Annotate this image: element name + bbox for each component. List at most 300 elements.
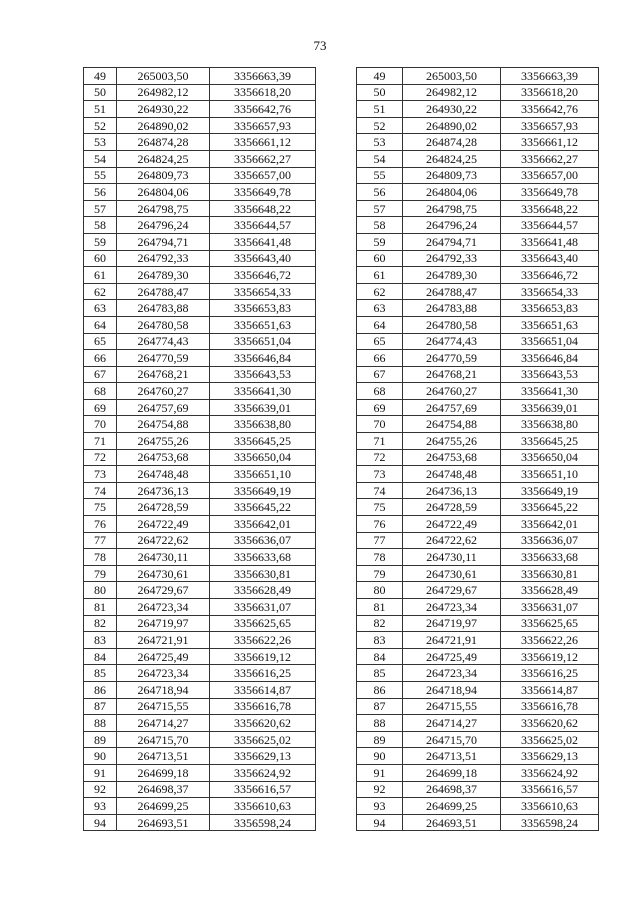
point-number: 61 xyxy=(357,267,403,284)
point-number: 94 xyxy=(84,814,117,831)
y-coordinate: 3356619,12 xyxy=(210,648,316,665)
x-coordinate: 264794,71 xyxy=(117,233,210,250)
table-row xyxy=(357,798,599,815)
table-row xyxy=(84,433,316,450)
point-number: 64 xyxy=(357,316,403,333)
point-number: 56 xyxy=(84,184,117,201)
table-row xyxy=(84,366,316,383)
x-coordinate: 264730,11 xyxy=(117,549,210,566)
x-coordinate: 264715,55 xyxy=(117,698,210,715)
table-row xyxy=(84,399,316,416)
point-number: 56 xyxy=(357,184,403,201)
y-coordinate: 3356620,62 xyxy=(501,715,599,732)
y-coordinate: 3356657,00 xyxy=(210,167,316,184)
table-row xyxy=(84,101,316,118)
y-coordinate: 3356648,22 xyxy=(501,200,599,217)
y-coordinate: 3356633,68 xyxy=(210,549,316,566)
y-coordinate: 3356650,04 xyxy=(501,449,599,466)
x-coordinate: 264770,59 xyxy=(403,350,501,367)
point-number: 67 xyxy=(84,366,117,383)
table-row xyxy=(357,350,599,367)
y-coordinate: 3356614,87 xyxy=(210,681,316,698)
x-coordinate: 264723,34 xyxy=(403,599,501,616)
table-row xyxy=(84,748,316,765)
point-number: 75 xyxy=(357,499,403,516)
x-coordinate: 264699,25 xyxy=(117,798,210,815)
point-number: 80 xyxy=(84,582,117,599)
point-number: 51 xyxy=(357,101,403,118)
y-coordinate: 3356653,83 xyxy=(210,300,316,317)
x-coordinate: 264693,51 xyxy=(403,814,501,831)
x-coordinate: 264757,69 xyxy=(403,399,501,416)
table-row xyxy=(357,582,599,599)
point-number: 52 xyxy=(84,117,117,134)
x-coordinate: 264723,34 xyxy=(403,665,501,682)
point-number: 80 xyxy=(357,582,403,599)
x-coordinate: 264723,34 xyxy=(117,599,210,616)
y-coordinate: 3356630,81 xyxy=(501,565,599,582)
point-number: 55 xyxy=(84,167,117,184)
point-number: 92 xyxy=(84,781,117,798)
table-row xyxy=(84,731,316,748)
x-coordinate: 264722,62 xyxy=(117,532,210,549)
y-coordinate: 3356639,01 xyxy=(210,399,316,416)
y-coordinate: 3356643,53 xyxy=(210,366,316,383)
x-coordinate: 265003,50 xyxy=(117,68,210,85)
x-coordinate: 264736,13 xyxy=(403,482,501,499)
point-number: 71 xyxy=(84,433,117,450)
y-coordinate: 3356643,53 xyxy=(501,366,599,383)
x-coordinate: 264754,88 xyxy=(117,416,210,433)
table-row xyxy=(84,117,316,134)
point-number: 75 xyxy=(84,499,117,516)
y-coordinate: 3356653,83 xyxy=(501,300,599,317)
y-coordinate: 3356625,65 xyxy=(501,615,599,632)
table-row xyxy=(357,648,599,665)
point-number: 79 xyxy=(357,565,403,582)
y-coordinate: 3356642,76 xyxy=(210,101,316,118)
x-coordinate: 264789,30 xyxy=(403,267,501,284)
y-coordinate: 3356645,25 xyxy=(501,433,599,450)
y-coordinate: 3356663,39 xyxy=(210,68,316,85)
point-number: 72 xyxy=(357,449,403,466)
table-row xyxy=(357,615,599,632)
y-coordinate: 3356642,76 xyxy=(501,101,599,118)
point-number: 49 xyxy=(357,68,403,85)
point-number: 85 xyxy=(357,665,403,682)
table-row xyxy=(357,748,599,765)
table-row xyxy=(357,250,599,267)
y-coordinate: 3356646,72 xyxy=(501,267,599,284)
point-number: 58 xyxy=(357,217,403,234)
y-coordinate: 3356631,07 xyxy=(501,599,599,616)
point-number: 65 xyxy=(357,333,403,350)
x-coordinate: 264725,49 xyxy=(403,648,501,665)
x-coordinate: 264719,97 xyxy=(117,615,210,632)
table-row xyxy=(84,416,316,433)
x-coordinate: 264718,94 xyxy=(117,681,210,698)
point-number: 68 xyxy=(357,383,403,400)
table-row xyxy=(84,300,316,317)
table-row xyxy=(84,167,316,184)
table-row xyxy=(84,84,316,101)
point-number: 93 xyxy=(84,798,117,815)
x-coordinate: 264715,70 xyxy=(117,731,210,748)
point-number: 53 xyxy=(357,134,403,151)
y-coordinate: 3356616,78 xyxy=(210,698,316,715)
x-coordinate: 264788,47 xyxy=(117,283,210,300)
y-coordinate: 3356663,39 xyxy=(501,68,599,85)
y-coordinate: 3356610,63 xyxy=(501,798,599,815)
table-row xyxy=(357,150,599,167)
table-row xyxy=(357,549,599,566)
point-number: 69 xyxy=(84,399,117,416)
x-coordinate: 264890,02 xyxy=(117,117,210,134)
y-coordinate: 3356661,12 xyxy=(501,134,599,151)
x-coordinate: 264780,58 xyxy=(403,316,501,333)
y-coordinate: 3356651,04 xyxy=(501,333,599,350)
table-row xyxy=(84,632,316,649)
table-row xyxy=(357,184,599,201)
point-number: 77 xyxy=(357,532,403,549)
point-number: 88 xyxy=(84,715,117,732)
point-number: 70 xyxy=(84,416,117,433)
table-row xyxy=(357,383,599,400)
table-row xyxy=(84,582,316,599)
point-number: 91 xyxy=(84,764,117,781)
x-coordinate: 264730,11 xyxy=(403,549,501,566)
x-coordinate: 264730,61 xyxy=(117,565,210,582)
x-coordinate: 264930,22 xyxy=(117,101,210,118)
y-coordinate: 3356657,93 xyxy=(501,117,599,134)
table-row xyxy=(84,798,316,815)
x-coordinate: 264754,88 xyxy=(403,416,501,433)
point-number: 87 xyxy=(84,698,117,715)
point-number: 82 xyxy=(357,615,403,632)
y-coordinate: 3356649,78 xyxy=(210,184,316,201)
table-row xyxy=(84,350,316,367)
point-number: 63 xyxy=(357,300,403,317)
y-coordinate: 3356616,25 xyxy=(210,665,316,682)
point-number: 88 xyxy=(357,715,403,732)
table-row xyxy=(357,200,599,217)
point-number: 79 xyxy=(84,565,117,582)
y-coordinate: 3356657,00 xyxy=(501,167,599,184)
x-coordinate: 264788,47 xyxy=(403,283,501,300)
y-coordinate: 3356651,04 xyxy=(210,333,316,350)
point-number: 54 xyxy=(357,150,403,167)
table-row xyxy=(84,565,316,582)
table-row xyxy=(84,615,316,632)
point-number: 91 xyxy=(357,764,403,781)
x-coordinate: 264753,68 xyxy=(403,449,501,466)
x-coordinate: 264809,73 xyxy=(117,167,210,184)
y-coordinate: 3356646,72 xyxy=(210,267,316,284)
y-coordinate: 3356644,57 xyxy=(501,217,599,234)
point-number: 71 xyxy=(357,433,403,450)
table-row xyxy=(357,117,599,134)
y-coordinate: 3356625,02 xyxy=(501,731,599,748)
point-number: 62 xyxy=(357,283,403,300)
y-coordinate: 3356646,84 xyxy=(210,350,316,367)
y-coordinate: 3356616,25 xyxy=(501,665,599,682)
y-coordinate: 3356622,26 xyxy=(501,632,599,649)
table-row xyxy=(357,516,599,533)
point-number: 70 xyxy=(357,416,403,433)
coordinates-table-left xyxy=(83,67,316,831)
x-coordinate: 264714,27 xyxy=(117,715,210,732)
y-coordinate: 3356645,22 xyxy=(501,499,599,516)
point-number: 83 xyxy=(357,632,403,649)
x-coordinate: 264722,62 xyxy=(403,532,501,549)
point-number: 72 xyxy=(84,449,117,466)
x-coordinate: 264796,24 xyxy=(117,217,210,234)
table-row xyxy=(84,316,316,333)
table-row xyxy=(357,781,599,798)
x-coordinate: 264770,59 xyxy=(117,350,210,367)
point-number: 84 xyxy=(357,648,403,665)
y-coordinate: 3356629,13 xyxy=(501,748,599,765)
table-row xyxy=(84,449,316,466)
point-number: 58 xyxy=(84,217,117,234)
y-coordinate: 3356638,80 xyxy=(501,416,599,433)
table-row xyxy=(357,333,599,350)
x-coordinate: 264768,21 xyxy=(403,366,501,383)
table-row xyxy=(357,316,599,333)
point-number: 63 xyxy=(84,300,117,317)
point-number: 86 xyxy=(357,681,403,698)
table-row xyxy=(84,715,316,732)
x-coordinate: 264723,34 xyxy=(117,665,210,682)
point-number: 76 xyxy=(357,516,403,533)
y-coordinate: 3356662,27 xyxy=(501,150,599,167)
x-coordinate: 265003,50 xyxy=(403,68,501,85)
x-coordinate: 264874,28 xyxy=(117,134,210,151)
y-coordinate: 3356628,49 xyxy=(501,582,599,599)
x-coordinate: 264792,33 xyxy=(403,250,501,267)
table-row xyxy=(84,549,316,566)
point-number: 82 xyxy=(84,615,117,632)
table-row xyxy=(84,333,316,350)
y-coordinate: 3356651,10 xyxy=(210,466,316,483)
point-number: 89 xyxy=(357,731,403,748)
x-coordinate: 264796,24 xyxy=(403,217,501,234)
table-row xyxy=(357,698,599,715)
table-row xyxy=(357,217,599,234)
table-row xyxy=(84,267,316,284)
point-number: 69 xyxy=(357,399,403,416)
x-coordinate: 264982,12 xyxy=(403,84,501,101)
y-coordinate: 3356654,33 xyxy=(210,283,316,300)
point-number: 78 xyxy=(84,549,117,566)
x-coordinate: 264713,51 xyxy=(403,748,501,765)
table-row xyxy=(357,665,599,682)
point-number: 92 xyxy=(357,781,403,798)
x-coordinate: 264982,12 xyxy=(117,84,210,101)
y-coordinate: 3356651,10 xyxy=(501,466,599,483)
table-row xyxy=(357,482,599,499)
x-coordinate: 264753,68 xyxy=(117,449,210,466)
y-coordinate: 3356610,63 xyxy=(210,798,316,815)
y-coordinate: 3356643,40 xyxy=(501,250,599,267)
table-row xyxy=(84,184,316,201)
x-coordinate: 264729,67 xyxy=(403,582,501,599)
point-number: 93 xyxy=(357,798,403,815)
table-row xyxy=(357,466,599,483)
table-row xyxy=(84,466,316,483)
table-row xyxy=(357,68,599,85)
x-coordinate: 264729,67 xyxy=(117,582,210,599)
point-number: 66 xyxy=(357,350,403,367)
y-coordinate: 3356642,01 xyxy=(210,516,316,533)
table-row xyxy=(357,681,599,698)
coordinates-table-right xyxy=(356,67,599,831)
y-coordinate: 3356614,87 xyxy=(501,681,599,698)
x-coordinate: 264757,69 xyxy=(117,399,210,416)
table-row xyxy=(357,134,599,151)
x-coordinate: 264768,21 xyxy=(117,366,210,383)
x-coordinate: 264699,18 xyxy=(403,764,501,781)
y-coordinate: 3356616,78 xyxy=(501,698,599,715)
point-number: 68 xyxy=(84,383,117,400)
table-row xyxy=(357,366,599,383)
point-number: 89 xyxy=(84,731,117,748)
table-row xyxy=(84,217,316,234)
table-row xyxy=(357,632,599,649)
table-row xyxy=(84,698,316,715)
x-coordinate: 264809,73 xyxy=(403,167,501,184)
point-number: 59 xyxy=(357,233,403,250)
table-row xyxy=(84,68,316,85)
x-coordinate: 264722,49 xyxy=(117,516,210,533)
y-coordinate: 3356641,30 xyxy=(501,383,599,400)
x-coordinate: 264760,27 xyxy=(117,383,210,400)
table-row xyxy=(357,499,599,516)
point-number: 77 xyxy=(84,532,117,549)
x-coordinate: 264748,48 xyxy=(403,466,501,483)
page-number: 73 xyxy=(313,38,327,53)
x-coordinate: 264699,25 xyxy=(403,798,501,815)
table-row xyxy=(357,731,599,748)
table-row xyxy=(357,433,599,450)
y-coordinate: 3356646,84 xyxy=(501,350,599,367)
table-row xyxy=(84,516,316,533)
point-number: 87 xyxy=(357,698,403,715)
point-number: 86 xyxy=(84,681,117,698)
x-coordinate: 264783,88 xyxy=(403,300,501,317)
y-coordinate: 3356649,19 xyxy=(210,482,316,499)
x-coordinate: 264794,71 xyxy=(403,233,501,250)
point-number: 50 xyxy=(84,84,117,101)
point-number: 57 xyxy=(357,200,403,217)
table-row xyxy=(84,383,316,400)
point-number: 62 xyxy=(84,283,117,300)
point-number: 84 xyxy=(84,648,117,665)
table-row xyxy=(357,416,599,433)
table-row xyxy=(84,764,316,781)
x-coordinate: 264721,91 xyxy=(403,632,501,649)
y-coordinate: 3356618,20 xyxy=(210,84,316,101)
table-row xyxy=(357,399,599,416)
table-row xyxy=(357,449,599,466)
point-number: 50 xyxy=(357,84,403,101)
y-coordinate: 3356636,07 xyxy=(501,532,599,549)
x-coordinate: 264804,06 xyxy=(117,184,210,201)
table-row xyxy=(357,565,599,582)
point-number: 83 xyxy=(84,632,117,649)
y-coordinate: 3356628,49 xyxy=(210,582,316,599)
point-number: 66 xyxy=(84,350,117,367)
table-row xyxy=(357,300,599,317)
point-number: 81 xyxy=(84,599,117,616)
table-row xyxy=(357,267,599,284)
point-number: 49 xyxy=(84,68,117,85)
table-row xyxy=(357,84,599,101)
x-coordinate: 264699,18 xyxy=(117,764,210,781)
table-row xyxy=(84,134,316,151)
y-coordinate: 3356630,81 xyxy=(210,565,316,582)
point-number: 60 xyxy=(357,250,403,267)
table-row xyxy=(84,283,316,300)
table-row xyxy=(357,233,599,250)
x-coordinate: 264755,26 xyxy=(403,433,501,450)
y-coordinate: 3356622,26 xyxy=(210,632,316,649)
y-coordinate: 3356631,07 xyxy=(210,599,316,616)
x-coordinate: 264755,26 xyxy=(117,433,210,450)
y-coordinate: 3356654,33 xyxy=(501,283,599,300)
y-coordinate: 3356633,68 xyxy=(501,549,599,566)
y-coordinate: 3356625,02 xyxy=(210,731,316,748)
point-number: 90 xyxy=(84,748,117,765)
y-coordinate: 3356649,19 xyxy=(501,482,599,499)
y-coordinate: 3356619,12 xyxy=(501,648,599,665)
y-coordinate: 3356616,57 xyxy=(210,781,316,798)
point-number: 76 xyxy=(84,516,117,533)
point-number: 54 xyxy=(84,150,117,167)
x-coordinate: 264713,51 xyxy=(117,748,210,765)
y-coordinate: 3356598,24 xyxy=(210,814,316,831)
y-coordinate: 3356598,24 xyxy=(501,814,599,831)
table-row xyxy=(357,532,599,549)
x-coordinate: 264783,88 xyxy=(117,300,210,317)
table-row xyxy=(357,764,599,781)
table-row xyxy=(84,233,316,250)
point-number: 60 xyxy=(84,250,117,267)
point-number: 67 xyxy=(357,366,403,383)
table-row xyxy=(84,665,316,682)
x-coordinate: 264774,43 xyxy=(403,333,501,350)
y-coordinate: 3356629,13 xyxy=(210,748,316,765)
y-coordinate: 3356643,40 xyxy=(210,250,316,267)
y-coordinate: 3356645,22 xyxy=(210,499,316,516)
point-number: 94 xyxy=(357,814,403,831)
y-coordinate: 3356657,93 xyxy=(210,117,316,134)
x-coordinate: 264693,51 xyxy=(117,814,210,831)
table-row xyxy=(84,499,316,516)
point-number: 90 xyxy=(357,748,403,765)
table-row xyxy=(84,482,316,499)
table-row xyxy=(84,681,316,698)
x-coordinate: 264725,49 xyxy=(117,648,210,665)
x-coordinate: 264728,59 xyxy=(117,499,210,516)
y-coordinate: 3356651,63 xyxy=(501,316,599,333)
y-coordinate: 3356618,20 xyxy=(501,84,599,101)
y-coordinate: 3356644,57 xyxy=(210,217,316,234)
x-coordinate: 264792,33 xyxy=(117,250,210,267)
x-coordinate: 264730,61 xyxy=(403,565,501,582)
table-row xyxy=(84,150,316,167)
y-coordinate: 3356624,92 xyxy=(210,764,316,781)
